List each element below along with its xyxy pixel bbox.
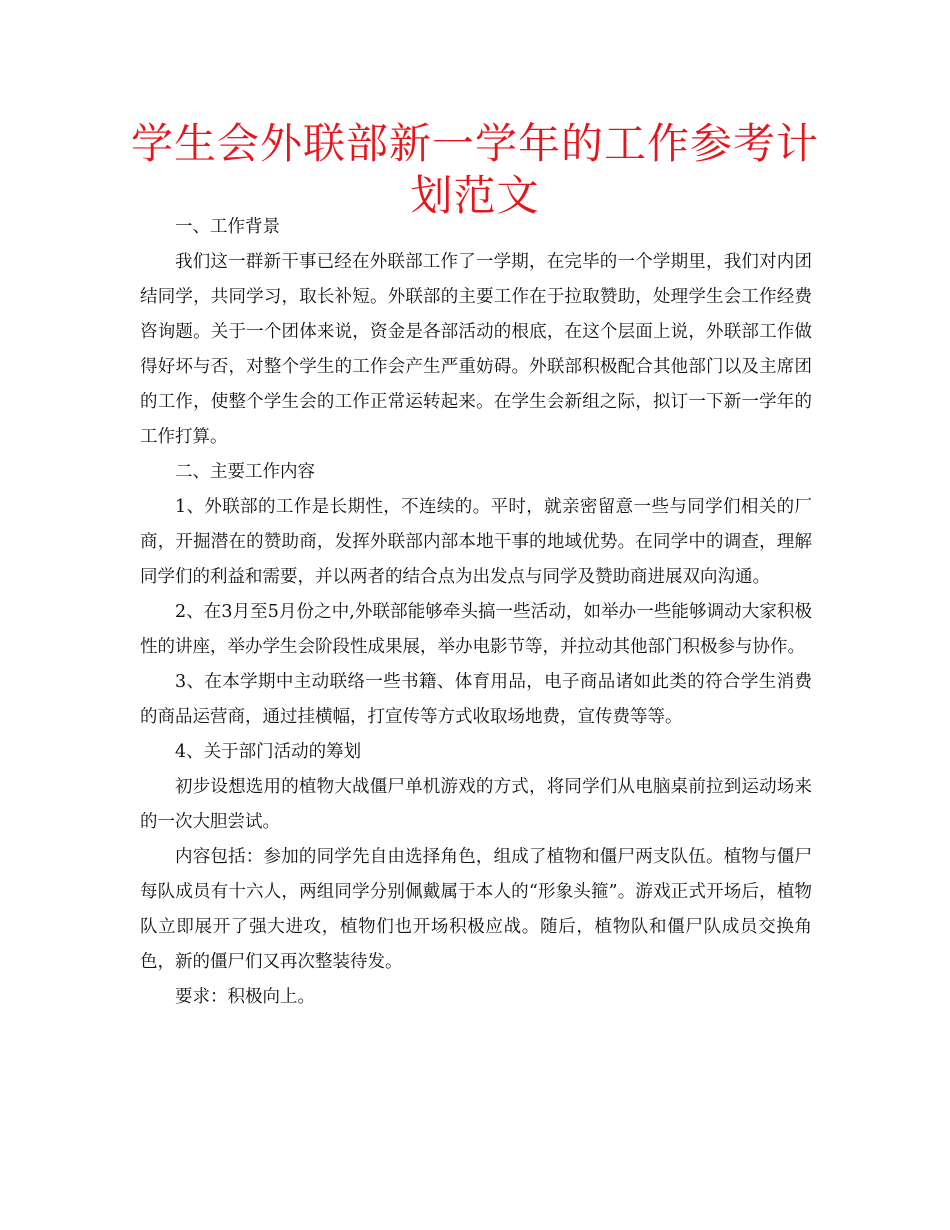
paragraph-background: 我们这一群新干事已经在外联部工作了一学期，在完毕的一个学期里，我们对内团结同学，共同学习，取长补短。外联部的主要工作在于拉取赞助，处理学生会工作经费咨询题。关于一个团体来说，资金是各部活动的根底，在这个层面上说，外联部工作做得好坏与否，对整个学生的工作会产生严重妨碍。外联部积极配合其他部门以及主席团的工作，使整个学生会的工作正常运转起来。在学生会新组之际，拟订一下新一学年的工作打算。	[140, 252, 812, 447]
paragraph-item-1: 1、外联部的工作是长期性，不连续的。平时，就亲密留意一些与同学们相关的厂商，开掘潜在的赞助商，发挥外联部内部本地干事的地域优势。在同学中的调查，理解同学们的利益和需要，并以两者的结合点为出发点与同学及赞助商进展双向沟通。	[140, 497, 812, 587]
paragraph-requirement: 要求：积极向上。	[175, 987, 315, 1007]
document-title: 学生会外联部新一学年的工作参考计划范文	[130, 119, 819, 220]
section-heading-main-work: 二、主要工作内容	[175, 462, 315, 482]
paragraph-activity-content: 内容包括：参加的同学先自由选择角色，组成了植物和僵尸两支队伍。植物与僵尸每队成员有十六人，两组同学分别佩戴属于本人的“形象头箍”。游戏正式开场后，植物队立即展开了强大进攻，植物们也开场积极应战。随后，植物队和僵尸队成员交换角色，新的僵尸们又再次整装待发。	[140, 847, 812, 972]
paragraph-item-2: 2、在3月至5月份之中,外联部能够牵头搞一些活动，如举办一些能够调动大家积极性的讲座，举办学生会阶段性成果展，举办电影节等，并拉动其他部门积极参与协作。	[140, 602, 812, 657]
paragraph-item-3: 3、在本学期中主动联络一些书籍、体育用品，电子商品诸如此类的符合学生消费的商品运营商，通过挂横幅，打宣传等方式收取场地费，宣传费等等。	[140, 672, 812, 727]
section-heading-background: 一、工作背景	[175, 217, 280, 237]
document-body	[140, 210, 812, 1015]
paragraph-item-4-heading: 4、关于部门活动的筹划	[175, 742, 362, 762]
paragraph-activity-idea: 初步设想选用的植物大战僵尸单机游戏的方式，将同学们从电脑桌前拉到运动场来的一次大胆尝试。	[140, 777, 812, 832]
